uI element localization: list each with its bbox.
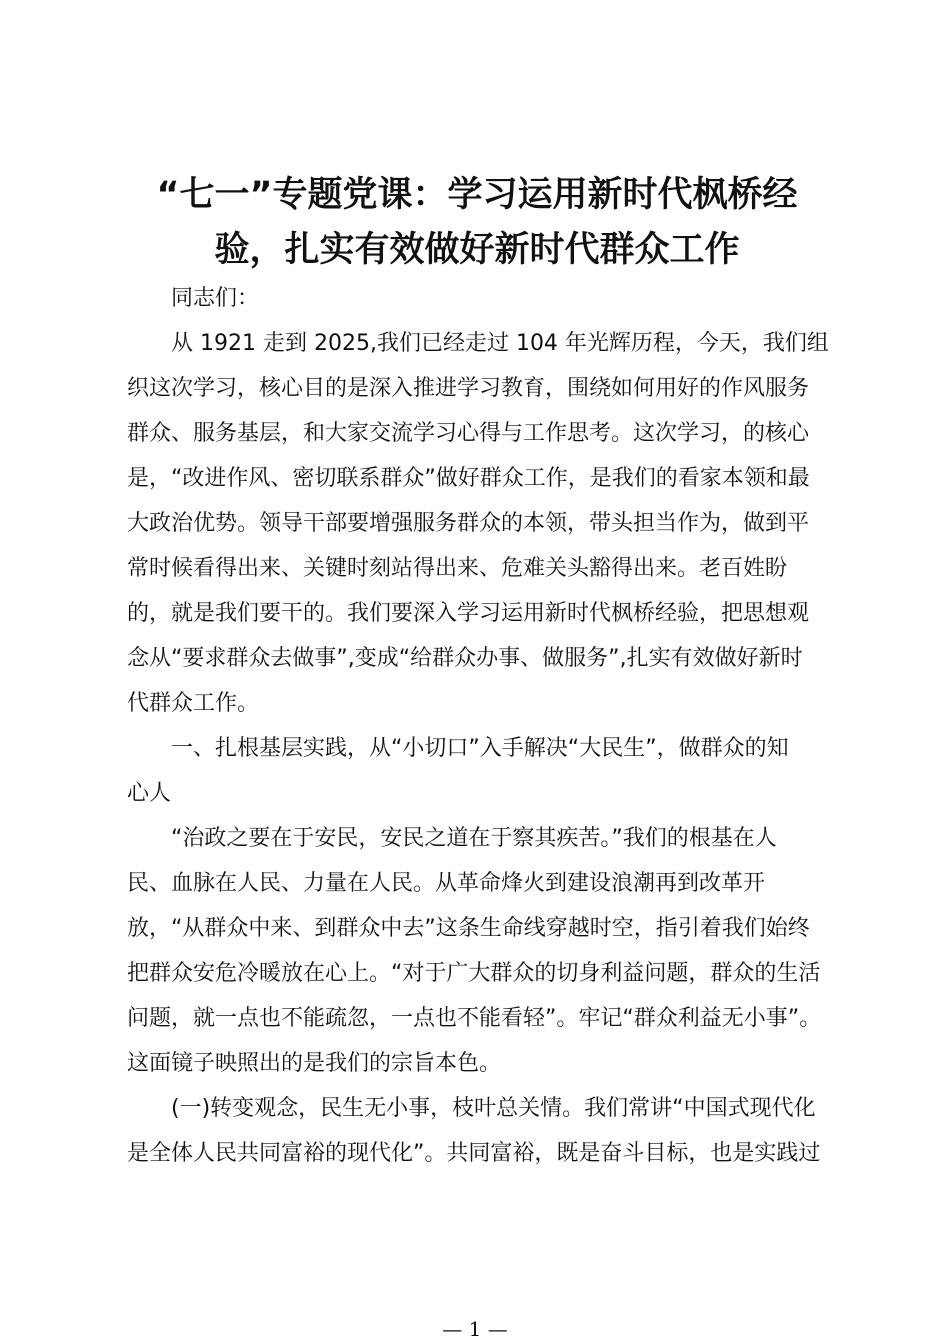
paragraph-line: 的，就是我们要干的。我们要深入学习运用新时代枫桥经验，把思想观 [127, 601, 810, 626]
paragraph-line: 大政治优势。领导干部要增强服务群众的本领，带头担当作为，做到平 [127, 511, 810, 536]
paragraph-line: 群众、服务基层，和大家交流学习心得与工作思考。这次学习，的核心 [127, 421, 810, 446]
paragraph-line: 从 1921 走到 2025,我们已经走过 104 年光辉历程，今天，我们组 [171, 331, 829, 356]
document-body [127, 276, 832, 1176]
paragraph-line: (一)转变观念，民生无小事，枝叶总关情。我们常讲“中国式现代化 [171, 1096, 816, 1121]
paragraph-line: 代群众工作。 [127, 691, 260, 716]
paragraph-line: 是全体人民共同富裕的现代化”。共同富裕，既是奋斗目标，也是实践过 [127, 1141, 821, 1166]
paragraph-line: 这面镜子映照出的是我们的宗旨本色。 [127, 1051, 502, 1076]
salutation: 同志们： [171, 286, 260, 311]
section-heading-line: 一、扎根基层实践，从“小切口”入手解决“大民生”，做群众的知 [171, 736, 789, 761]
title-line-2: 验，扎实有效做好新时代群众工作 [214, 230, 740, 270]
document-title [127, 168, 827, 278]
paragraph-line: 问题，就一点也不能疏忽，一点也不能看轻”。牢记“群众利益无小事”。 [127, 1006, 822, 1031]
paragraph-line: 常时候看得出来、关键时刻站得出来、危难关头豁得出来。老百姓盼 [127, 556, 788, 581]
paragraph-line: 念从“要求群众去做事”,变成“给群众办事、做服务”,扎实有效做好新时 [127, 646, 803, 671]
paragraph-line: 放，“从群众中来、到群众中去”这条生命线穿越时空，指引着我们始终 [127, 916, 810, 941]
page-number: — 1 — [442, 1317, 508, 1341]
paragraph-line: 是，“改进作风、密切联系群众”做好群众工作，是我们的看家本领和最 [127, 466, 810, 491]
section-heading-line: 心人 [127, 781, 172, 806]
title-line-1: “七一”专题党课：学习运用新时代枫桥经 [156, 175, 798, 215]
paragraph-line: 织这次学习，核心目的是深入推进学习教育，围绕如何用好的作风服务 [127, 376, 810, 401]
paragraph-line: “治政之要在于安民，安民之道在于察其疾苦。”我们的根基在人 [171, 826, 777, 851]
paragraph-line: 民、血脉在人民、力量在人民。从革命烽火到建设浪潮再到改革开 [127, 871, 766, 896]
paragraph-line: 把群众安危冷暖放在心上。“对于广大群众的切身利益问题，群众的生活 [127, 961, 821, 986]
